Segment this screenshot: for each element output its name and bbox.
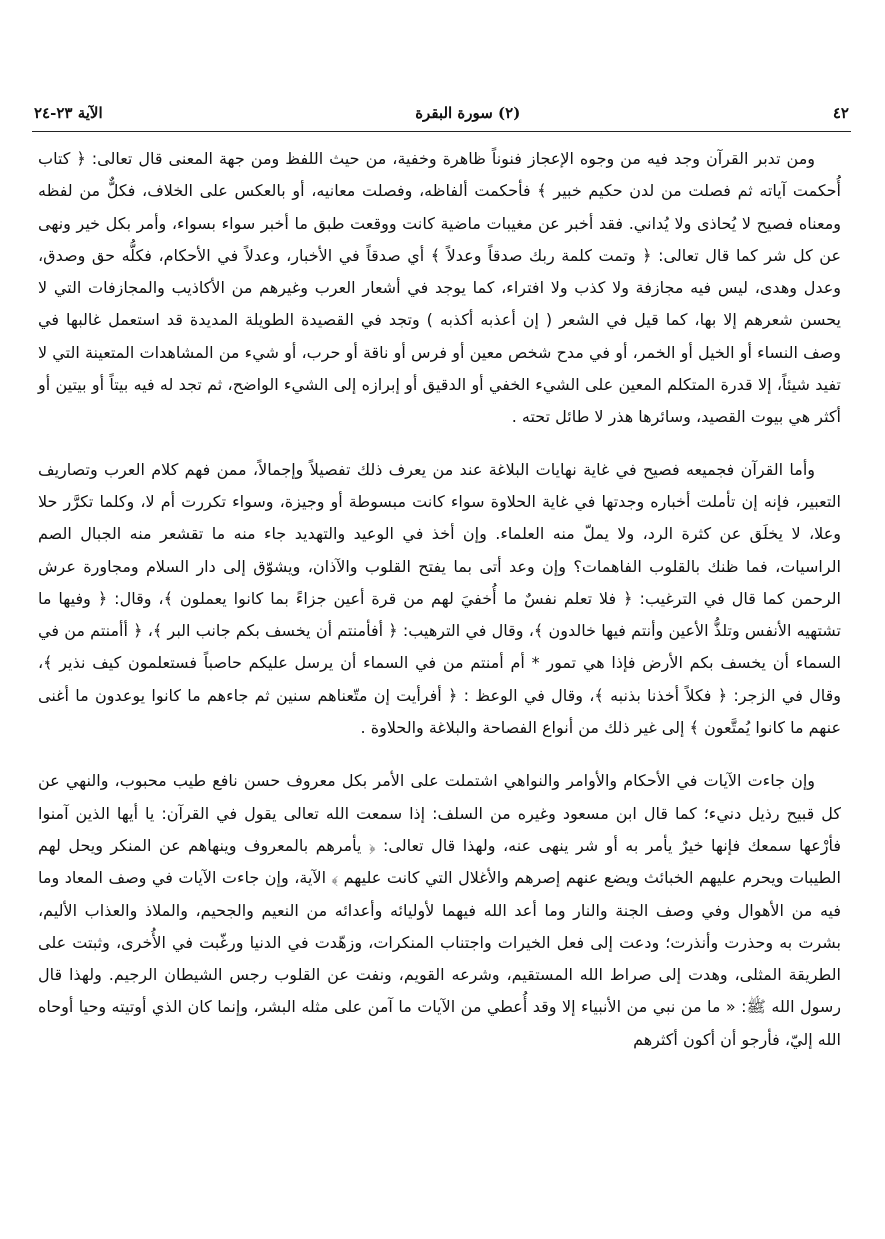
paragraph-1: ومن تدبر القرآن وجد فيه من وجوه الإعجاز فنوناً ظاهرة وخفية، من حيث اللفظ ومن جهة المعنى قال تعالى: ﴿ كتاب أُحكمت آياته ثم فصلت من لدن حكيم خبير ﴾ فأحكمت ألفاظه، وفصلت معانيه، أو بالعكس على الخلاف، فكلٌّ من لفظه ومعناه فصيح لا يُحاذى ولا يُداني. فقد أخبر عن مغيبات ماضية كانت ووقعت طبق ما أخبر سواء بسواء، وأمر بكل خير ونهى عن كل شر كما قال تعالى: ﴿ وتمت كلمة ربك صدقاً وعدلاً ﴾ أي صدقاً في الأخبار، وعدلاً في الأحكام، فكلُّه حق وصدق، وعدل وهدى، ليس فيه مجازفة ولا كذب ولا افتراء، كما يوجد في أشعار العرب وغيرهم من الأكاذيب والمجازفات التي لا يحسن شعرهم إلا بها، كما قيل في الشعر ( إن أعذبه أكذبه ) وتجد في القصيدة الطويلة المديدة قد استعمل غالبها في وصف النساء أو الخيل أو الخمر، أو في مدح شخص معين أو فرس أو ناقة أو حرب، أو شيء من المشاهدات المتعينة التي لا تفيد شيئاً، إلا قدرة المتكلم المعين على الشيء الخفي أو الدقيق أو إبرازه إلى الشيء الواضح، ثم تجد له فيه بيتاً أو بيتين أو أكثر هي بيوت القصيد، وسائرها هذر لا طائل تحته . — [38, 149, 841, 427]
surah-title: (٢) سورة البقرة — [415, 104, 521, 122]
page-number: ٤٢ — [832, 104, 849, 122]
running-header — [34, 100, 849, 126]
verse-range: الآية ٢٣-٢٤ — [34, 104, 103, 122]
paragraph-2: وأما القرآن فجميعه فصيح في غاية نهايات البلاغة عند من يعرف ذلك تفصيلاً وإجمالاً، ممن فهم كلام العرب وتصاريف التعبير، فإنه إن تأملت أخباره وجدتها في غاية الحلاوة سواء كانت مبسوطة أو وجيزة، وسواء تكررت أم لا، وكلما تكرَّر حلا وعلا، لا يخلَق عن كثرة الرد، ولا يملّ منه العلماء. وإن أخذ في الوعيد والتهديد جاء منه ما تقشعر منه الجبال الصم الراسيات، فما ظنك بالقلوب الفاهمات؟ وإن وعد أتى بما يفتح القلوب والآذان، ويشوّق إلى دار السلام ومجاورة عرش الرحمن كما قال في الترغيب: ﴿ فلا تعلم نفسٌ ما أُخفيَ لهم من قرة أعين جزاءً بما كانوا يعملون ﴾، وقال: ﴿ وفيها ما تشتهيه الأنفس وتلذُّ الأعين وأنتم فيها خالدون ﴾، وقال في الترهيب: ﴿ أفأمنتم أن يخسف بكم جانب البر ﴾، ﴿ أأمنتم من في السماء أن يخسف بكم الأرض فإذا هي تمور * أم أمنتم من في السماء أن يرسل عليكم حاصباً فستعلمون كيف نذير ﴾، وقال في الزجر: ﴿ فكلاً أخذنا بذنبه ﴾، وقال في الوعظ : ﴿ أفرأيت إن متّعناهم سنين ثم جاءهم ما كانوا يوعدون ما أغنى عنهم ما كانوا يُمتَّعون ﴾ إلى غير ذلك من أنواع الفصاحة والبلاغة والحلاوة . — [38, 459, 841, 738]
page-body — [38, 143, 841, 1056]
header-rule — [32, 131, 851, 132]
paragraph-3: وإن جاءت الآيات في الأحكام والأوامر والنواهي اشتملت على الأمر بكل معروف حسن نافع طيب محبوب، والنهي عن كل قبيح رذيل دنيء؛ كما قال ابن مسعود وغيره من السلف: إذا سمعت الله تعالى يقول في القرآن: يا أيها الذين آمنوا فأرْعها سمعك فإنها خيرٌ يأمر به أو شر ينهى عنه، ولهذا قال تعالى: ﴿ يأمرهم بالمعروف وينهاهم عن المنكر ويحل لهم الطيبات ويحرم عليهم الخبائث ويضع عنهم إصرهم والأغلال التي كانت عليهم ﴾ الآية، وإن جاءت الآيات في وصف المعاد وما فيه من الأهوال وفي وصف الجنة والنار وما أعد الله فيهما لأوليائه وأعدائه من النعيم والجحيم، والملاذ والعذاب الأليم، بشرت به وحذرت وأنذرت؛ ودعت إلى فعل الخيرات واجتناب المنكرات، وزهّدت في الدنيا ورغّبت في الأُخرى، وثبتت على الطريقة المثلى، وهدت إلى صراط الله المستقيم، وشرعه القويم، ونفت عن القلوب رجس الشيطان الرجيم. ولهذا قال رسول الله ﷺ: « ما من نبي من الأنبياء إلا وقد أُعطي من الآيات ما آمن على مثله البشر، وإنما كان الذي أوتيته وحيا أوحاه الله إليّ، فأرجو أن أكون أكثرهم — [38, 771, 841, 1049]
